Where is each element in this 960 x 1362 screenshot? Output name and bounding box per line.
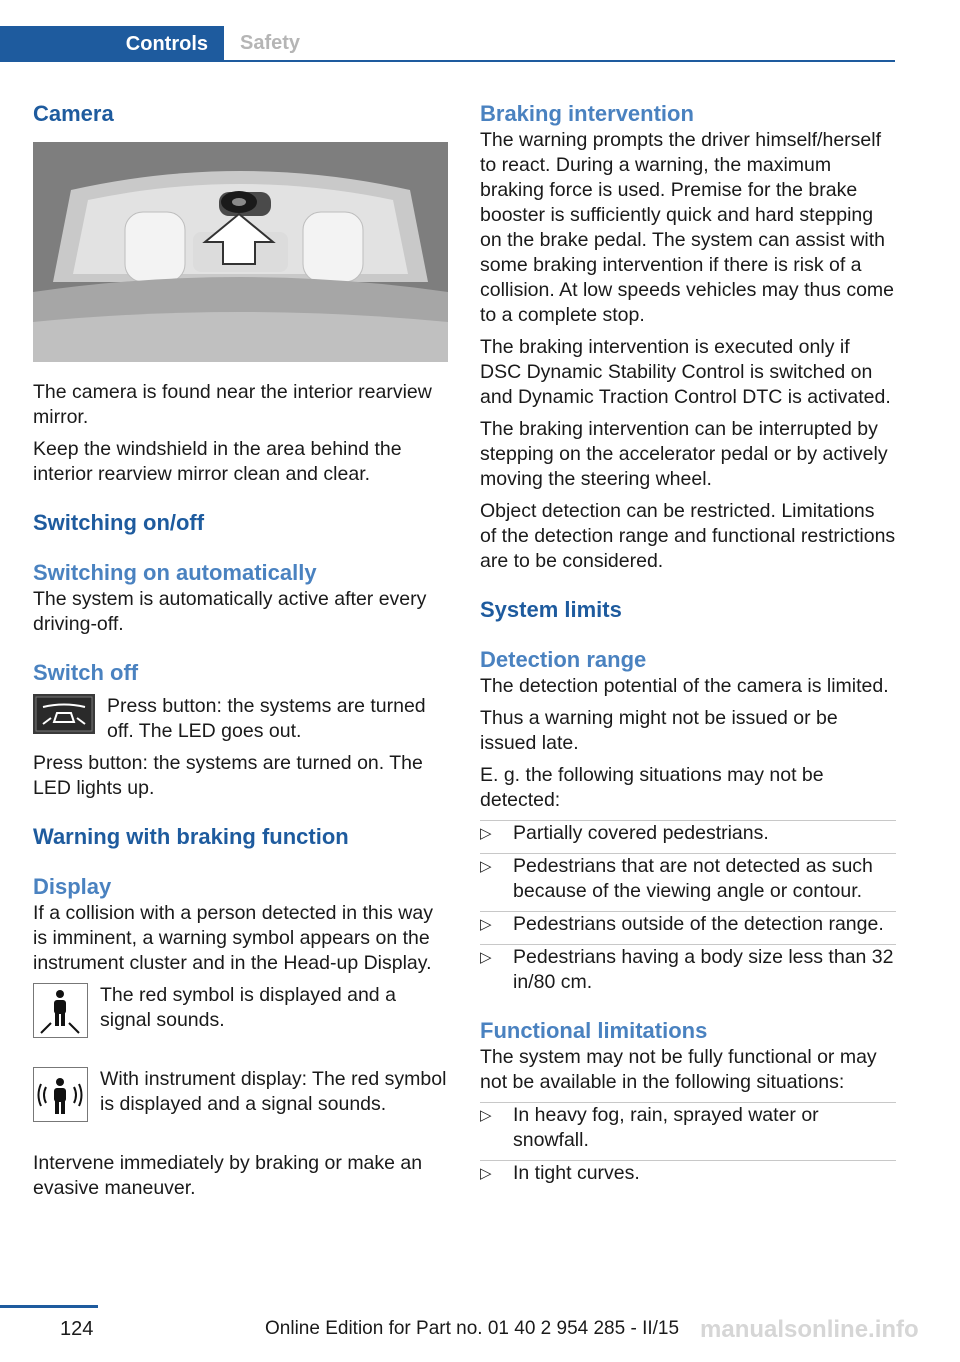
detection-range-heading: Detection range (480, 647, 647, 672)
left-column (33, 100, 448, 1201)
list-item-text: Partially covered pedestrians. (513, 822, 769, 844)
range-paragraph-2: Thus a warning might not be issued or be issued late. (480, 707, 838, 754)
range-paragraph-1: The detection potential of the camera is limited. (480, 675, 889, 697)
pedestrian-warning-button-icon (33, 694, 95, 741)
camera-location-image (33, 142, 448, 362)
bullet-triangle-icon: ▷ (480, 949, 492, 966)
section-tab-safety[interactable]: Safety (224, 26, 895, 62)
symbol-2-instruction (33, 1067, 448, 1129)
range-bullet-list (480, 821, 896, 995)
braking-paragraph-4: Object detection can be restricted. Limitations of the detection range and functional restrictions are to be considered. (480, 500, 896, 572)
switch-on-auto-paragraph: The system is automatically active after every driving-off. (33, 588, 427, 635)
edition-text: Online Edition for Part no. 01 40 2 954 285 - II/15 (265, 1318, 680, 1339)
braking-paragraph-2: The braking intervention is executed only if DSC Dynamic Stability Control is switched on and Dynamic Traction Control DTC is activated. (480, 336, 891, 408)
pedestrian-sound-symbol-icon (33, 1067, 88, 1129)
symbol-2-text: With instrument display: The red symbol is displayed and a signal sounds. (100, 1068, 447, 1115)
list-item (480, 1103, 896, 1153)
system-limits-heading: System limits (480, 597, 622, 622)
symbol-1-text: The red symbol is displayed and a signal sounds. (100, 984, 396, 1031)
list-item (480, 821, 896, 846)
list-item (480, 1161, 896, 1186)
camera-paragraph-1: The camera is found near the interior rearview mirror. (33, 381, 432, 428)
display-heading: Display (33, 874, 112, 899)
list-item-text: In heavy fog, rain, sprayed water or snowfall. (513, 1104, 819, 1151)
bullet-triangle-icon: ▷ (480, 858, 492, 875)
display-paragraph: If a collision with a person detected in this way is imminent, a warning symbol appears on the instrument cluster and in the Head-up Display. (33, 902, 433, 974)
bullet-triangle-icon: ▷ (480, 825, 492, 842)
range-paragraph-3: E. g. the following situations may not be detected: (480, 764, 824, 811)
bullet-triangle-icon: ▷ (480, 916, 492, 933)
warning-heading: Warning with braking function (33, 824, 349, 849)
switch-off-heading: Switch off (33, 660, 139, 685)
braking-paragraph-1: The warning prompts the driver himself/herself to react. During a warning, the maximum braking force is used. Premise for the brake booster is sufficiently quick and hard stepping on the brake pedal. The system can assist with some braking intervention if there is risk of a collision. At low speeds vehicles may thus come to a complete stop. (480, 129, 895, 326)
list-item-text: Pedestrians having a body size less than 32 in/80 cm. (513, 946, 894, 993)
braking-paragraph-3: The braking intervention can be interrupted by stepping on the accelerator pedal or by actively moving the steering wheel. (480, 418, 888, 490)
list-item-text: In tight curves. (513, 1162, 640, 1184)
list-item-text: Pedestrians that are not detected as such because of the viewing angle or contour. (513, 855, 873, 902)
switch-off-instruction (33, 694, 448, 744)
list-item (480, 854, 896, 904)
switch-on-text: Press button: the systems are turned on. The LED lights up. (33, 752, 423, 799)
functional-limitations-heading: Functional limitations (480, 1018, 708, 1043)
switching-heading: Switching on/off (33, 510, 205, 535)
braking-intervention-heading: Braking intervention (480, 101, 694, 126)
camera-paragraph-2: Keep the windshield in the area behind the interior rearview mirror clean and clear. (33, 438, 402, 485)
functional-bullet-list (480, 1103, 896, 1186)
pedestrian-warning-symbol-icon (33, 983, 88, 1045)
switch-on-auto-heading: Switching on automatically (33, 560, 317, 585)
switch-off-text: Press button: the systems are turned off. The LED goes out. (107, 695, 426, 742)
section-tab-controls[interactable]: Controls (0, 26, 224, 62)
footer-rule (0, 1305, 98, 1308)
list-item (480, 912, 896, 937)
page-number: 124 (60, 1318, 94, 1340)
watermark-text: manualsonline.info (700, 1316, 919, 1343)
list-item (480, 945, 896, 995)
list-item-text: Pedestrians outside of the detection range. (513, 913, 884, 935)
right-column (480, 100, 896, 1186)
symbol-1-instruction (33, 983, 448, 1045)
page-header (0, 26, 895, 62)
camera-heading: Camera (33, 101, 114, 126)
functional-paragraph: The system may not be fully functional or may not be available in the following situations: (480, 1046, 877, 1093)
intervene-paragraph: Intervene immediately by braking or make an evasive maneuver. (33, 1152, 423, 1199)
bullet-triangle-icon: ▷ (480, 1165, 492, 1182)
bullet-triangle-icon: ▷ (480, 1107, 492, 1124)
